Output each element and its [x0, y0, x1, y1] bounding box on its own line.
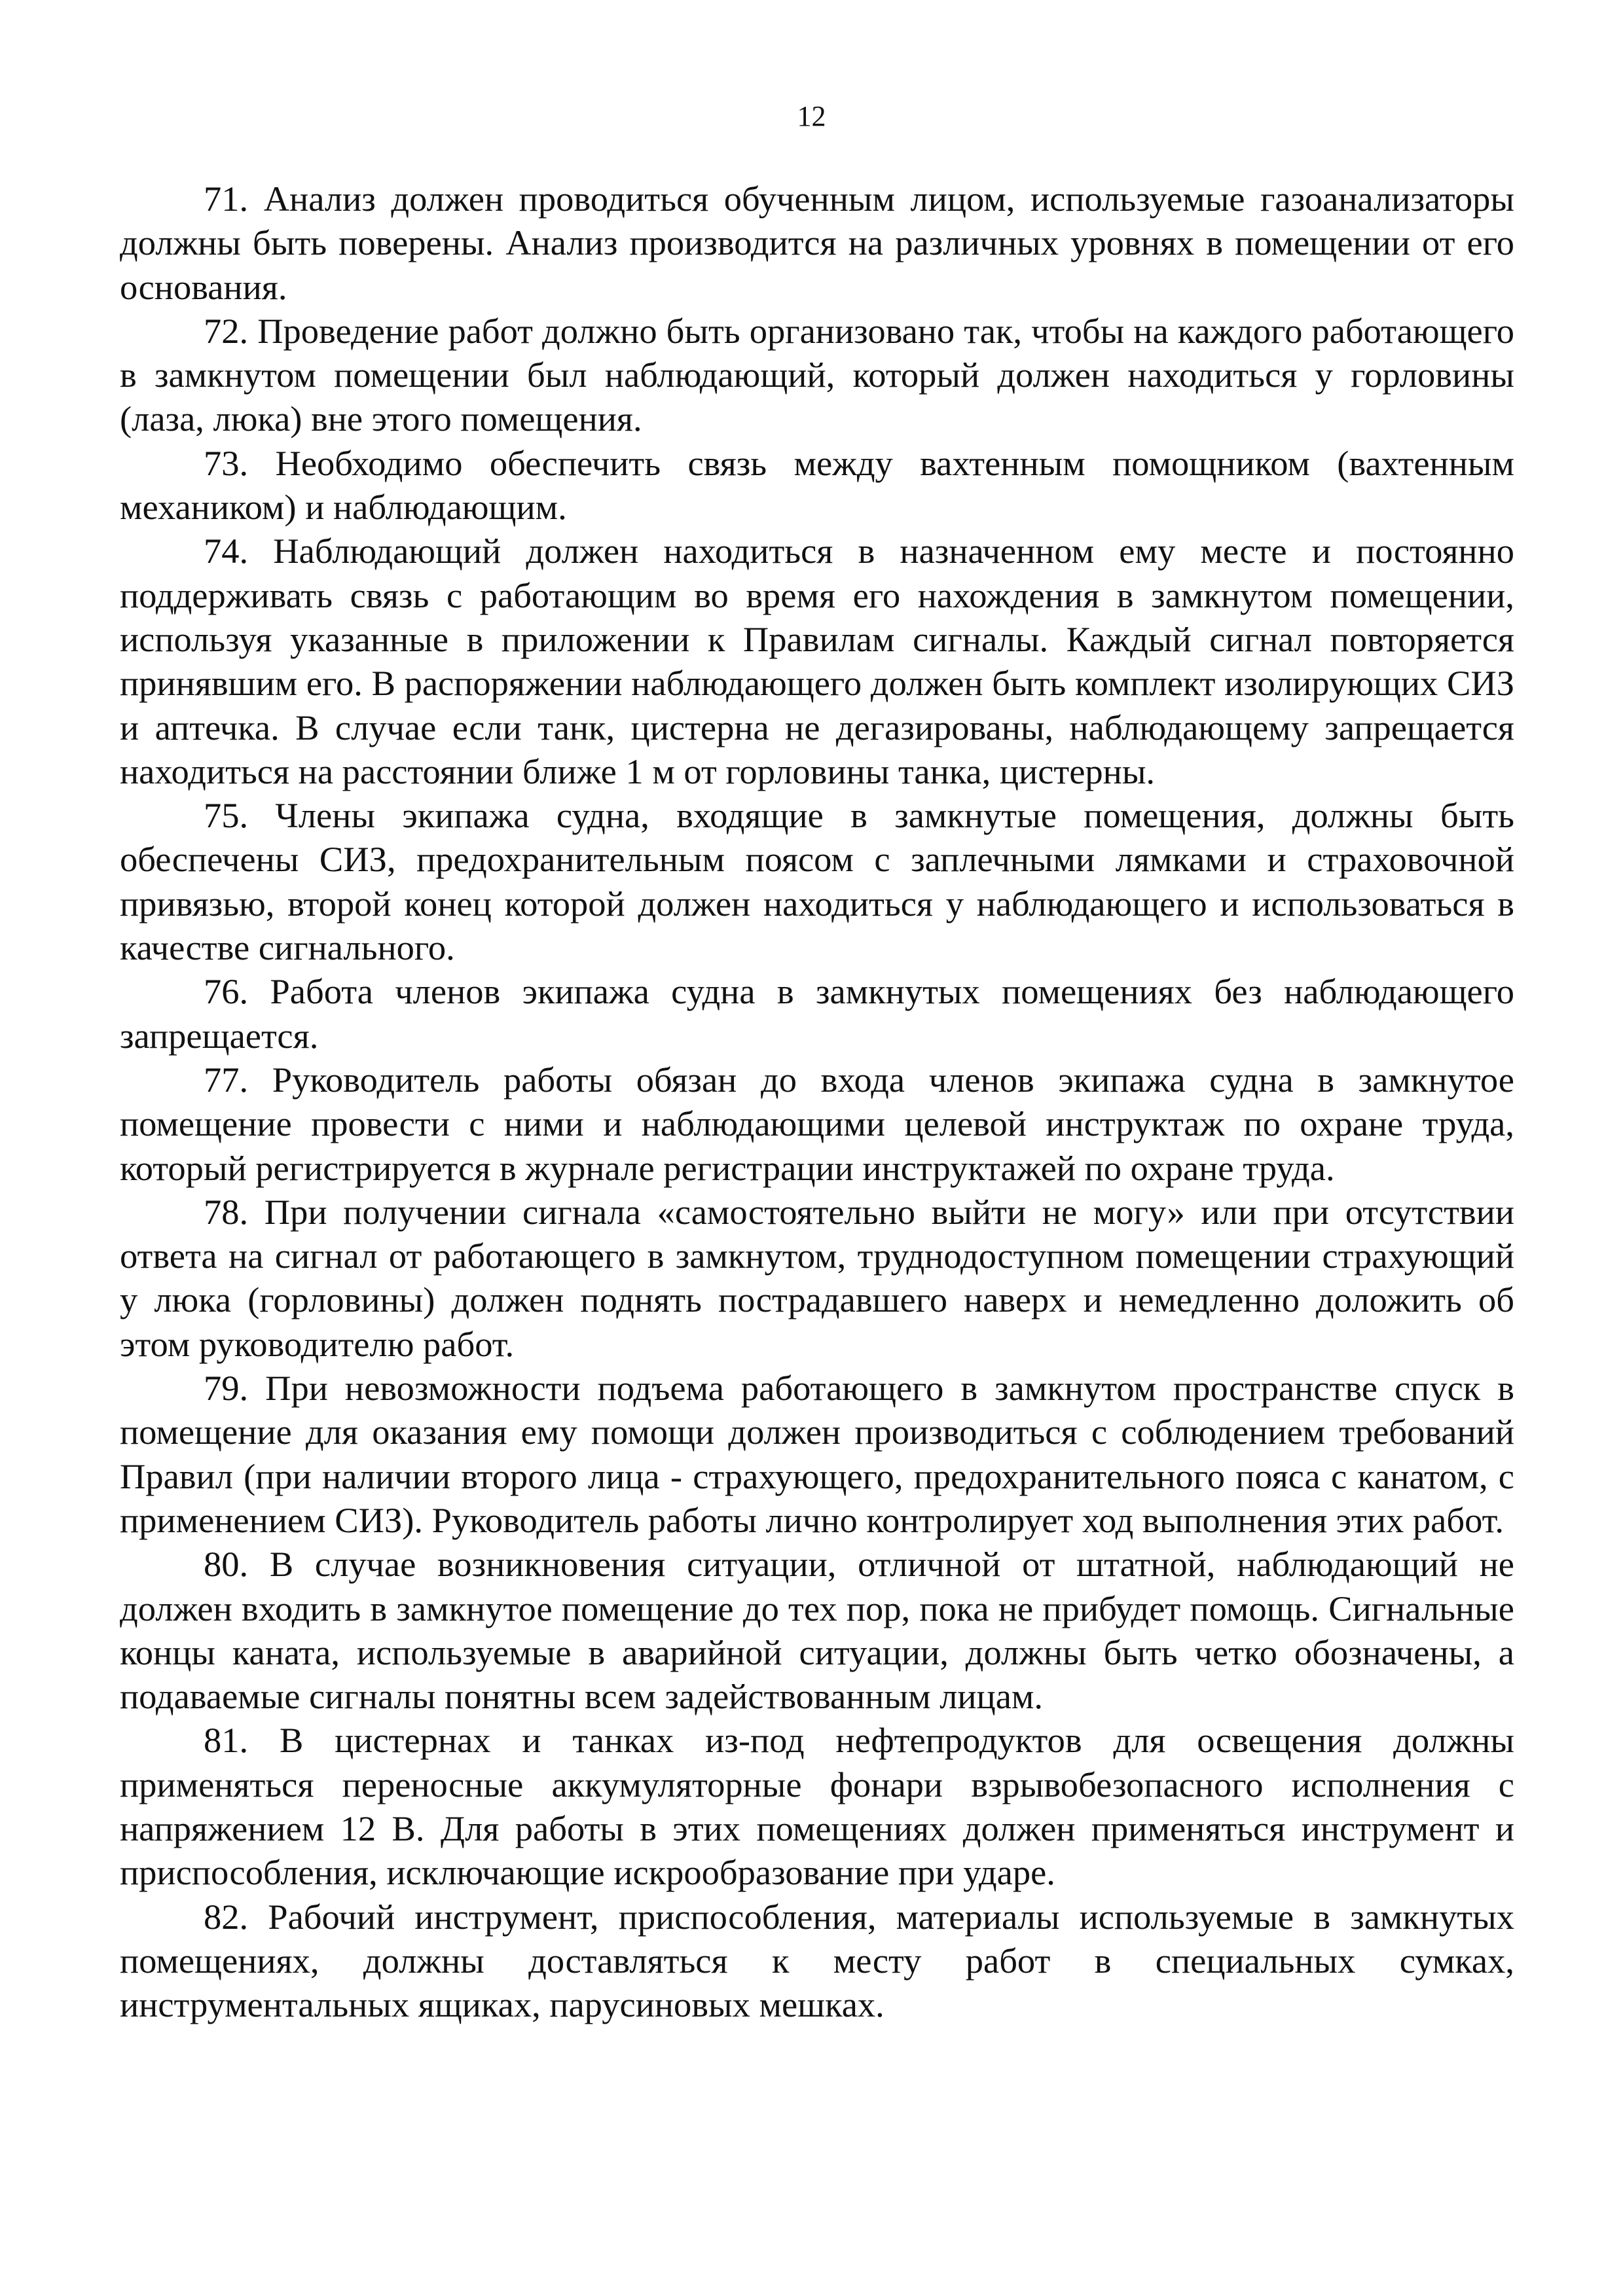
paragraph-81: 81. В цистернах и танках из-под нефтепродуктов для освещения должны применяться переносные аккумуляторные фонари взрывобезопасного исполнения с напряжением 12 В. Для работы в этих помещениях должен применяться инструмент и приспособления, исключающие искрообразование при ударе. — [120, 1720, 1514, 1893]
paragraph-82: 82. Рабочий инструмент, приспособления, материалы используемые в замкнутых помещениях, должны доставляться к месту работ в специальных сумках, инструментальных ящиках, парусиновых мешках. — [120, 1896, 1514, 2025]
paragraph-71: 71. Анализ должен проводиться обученным лицом, используемые газоанализаторы должны быть поверены. Анализ производится на различных уровнях в помещении от его основания. — [120, 179, 1514, 307]
document-body — [120, 177, 1514, 2026]
paragraph-77: 77. Руководитель работы обязан до входа членов экипажа судна в замкнутое помещение провести с ними и наблюдающими целевой инструктаж по охране труда, который регистрируется в журнале регистрации инструктажей по охране труда. — [120, 1059, 1514, 1188]
paragraph-73: 73. Необходимо обеспечить связь между вахтенным помощником (вахтенным механиком) и наблюдающим. — [120, 442, 1514, 528]
paragraph-75: 75. Члены экипажа судна, входящие в замкнутые помещения, должны быть обеспечены СИЗ, предохранительным поясом с заплечными лямками и страховочной привязью, второй конец которой должен находиться у наблюдающего и использоваться в качестве сигнального. — [120, 795, 1514, 968]
paragraph-79: 79. При невозможности подъема работающего в замкнутом пространстве спуск в помещение для оказания ему помощи должен производиться с соблюдением требований Правил (при наличии второго лица - страхующего, предохранительного пояса с канатом, с применением СИЗ). Руководитель работы лично контролирует ход выполнения этих работ. — [120, 1368, 1514, 1540]
paragraph-76: 76. Работа членов экипажа судна в замкнутых помещениях без наблюдающего запрещается. — [120, 971, 1514, 1056]
paragraph-74: 74. Наблюдающий должен находиться в назначенном ему месте и постоянно поддерживать связь с работающим во время его нахождения в замкнутом помещении, используя указанные в приложении к Правилам сигналы. Каждый сигнал повторяется принявшим его. В распоряжении наблюдающего должен быть комплект изолирующих СИЗ и аптечка. В случае если танк, цистерна не дегазированы, наблюдающему запрещается находиться на расстоянии ближе 1 м от горловины танка, цистерны. — [120, 531, 1514, 791]
paragraph-80: 80. В случае возникновения ситуации, отличной от штатной, наблюдающий не должен входить в замкнутое помещение до тех пор, пока не прибудет помощь. Сигнальные концы каната, используемые в аварийной ситуации, должны быть четко обозначены, а подаваемые сигналы понятны всем задействованным лицам. — [120, 1544, 1514, 1717]
page-number: 12 — [797, 100, 826, 132]
paragraph-72: 72. Проведение работ должно быть организовано так, чтобы на каждого работающего в замкнутом помещении был наблюдающий, который должен находиться у горловины (лаза, люка) вне этого помещения. — [120, 310, 1514, 439]
paragraph-78: 78. При получении сигнала «самостоятельно выйти не могу» или при отсутствии ответа на сигнал от работающего в замкнутом, труднодоступном помещении страхующий у люка (горловины) должен поднять пострадавшего наверх и немедленно доложить об этом руководителю работ. — [120, 1191, 1514, 1364]
